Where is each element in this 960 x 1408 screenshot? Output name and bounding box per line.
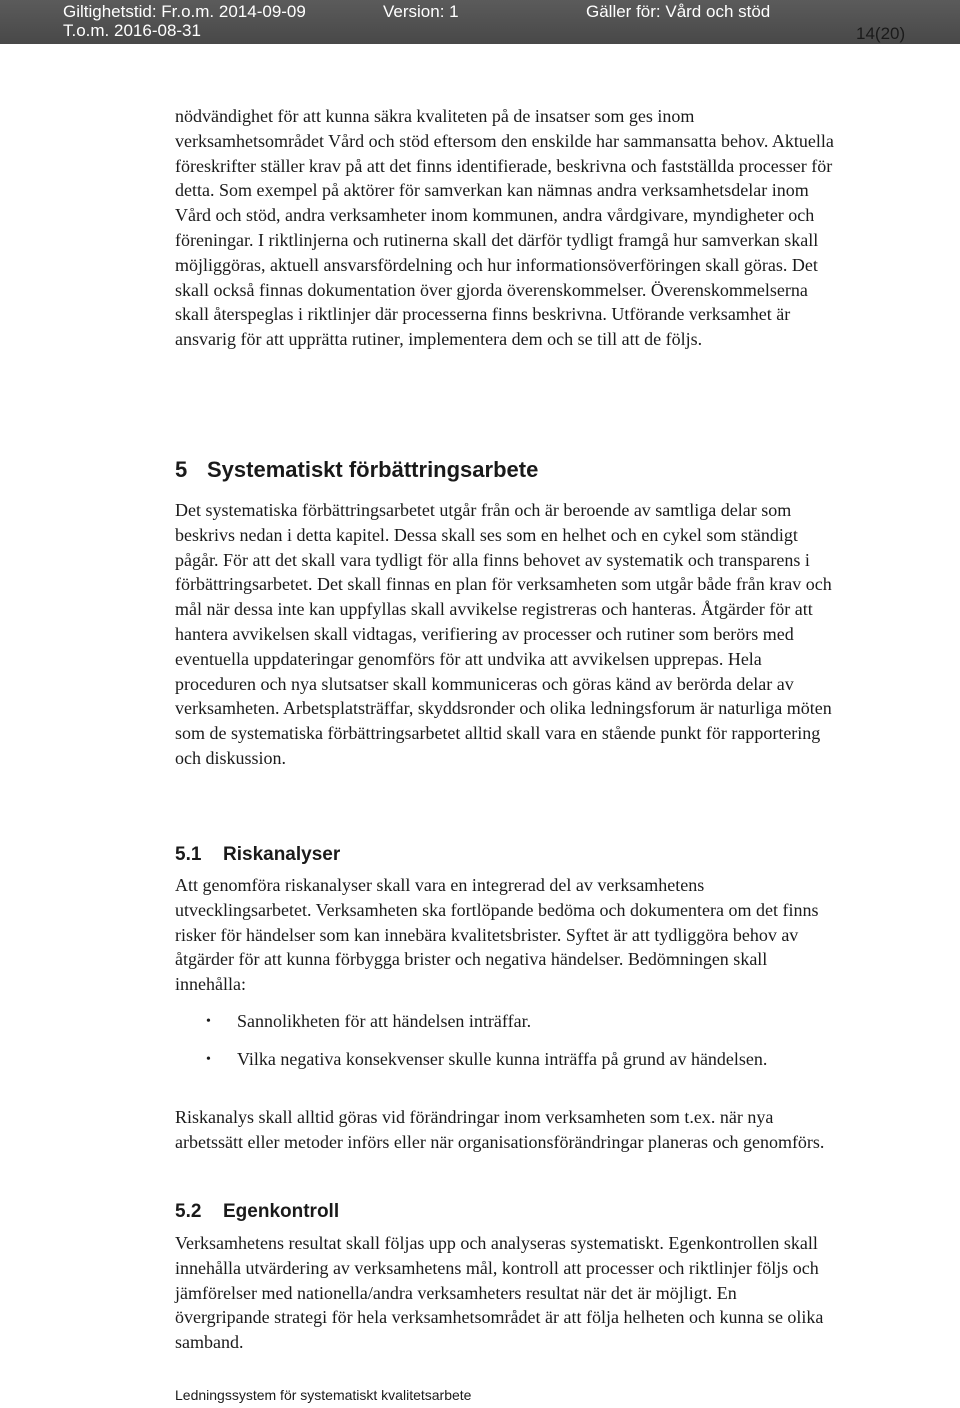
header-valid-from: Giltighetstid: Fr.o.m. 2014-09-09 <box>63 2 306 21</box>
risk-assessment-list <box>175 1009 835 1072</box>
header-applies-to: Gäller för: Vård och stöd <box>586 2 771 21</box>
section-5-1-paragraph-1: Att genomföra riskanalyser skall vara en integrerad del av verksamhetens utvecklingsarbetet. Verksamheten ska fortlöpande bedöma och dokumentera om det finns risker för händelser som kan innebära kvalitetsbrister. Syftet är att tydliggöra behov av åtgärder för att kunna förbygga brister och negativa händelser. Bedömningen skall innehålla: <box>175 875 819 995</box>
list-item-text: Vilka negativa konsekvenser skulle kunna inträffa på grund av händelsen. <box>237 1049 768 1069</box>
section-5-paragraph: Det systematiska förbättringsarbetet utgår från och är beroende av samtliga delar som beskrivs nedan i detta kapitel. Dessa skall ses som en helhet och en cykel som ständigt pågår. För att det skall vara tydligt för alla finns behovet av systematik och transparens i förbättringsarbetet. Det skall finnas en plan för verksamheten som utgår både från krav och mål när dessa inte kan uppfyllas skall avvikelse registreras och hanteras. Åtgärder för att hantera avvikelsen skall vidtagas, verifiering av processer och rutiner som berörs med eventuella uppdateringar genomförs för att undvika att avvikelsen upprepas. Hela proceduren och nya slutsatser skall kommuniceras och göras känd av berörda delar av verksamheten. Arbetsplatsträffar, skyddsronder och olika ledningsforum är naturliga möten som de systematiska förbättringsarbetet alltid skall vara en stående punkt för rapportering och diskussion. <box>175 500 832 768</box>
header-valid-to: T.o.m. 2016-08-31 <box>63 21 201 40</box>
section-5-2-title: Egenkontroll <box>223 1201 340 1222</box>
list-item <box>175 1009 835 1034</box>
section-5-1-heading <box>175 843 340 867</box>
bullet-icon: • <box>206 1052 211 1067</box>
section-5-1-paragraph-2: Riskanalys skall alltid göras vid förändringar inom verksamheten som t.ex. när nya arbetssätt eller metoder införs eller när organisationsförändringar planeras och genomförs. <box>175 1107 825 1152</box>
section-5-2-paragraph: Verksamhetens resultat skall följas upp och analyseras systematiskt. Egenkontrollen skall innehålla utvärdering av verksamhetens mål, kontroll att processer och riktlinjer följs och jämförelser med nationella/andra verksamheters resultat när det är möjligt. En övergripande strategi för hela verksamhetsområdet är att följa helheten och kunna se olika samband. <box>175 1233 824 1353</box>
list-item <box>175 1047 835 1072</box>
section-5-title: Systematiskt förbättringsarbete <box>207 457 539 482</box>
intro-paragraph: nödvändighet för att kunna säkra kvaliteten på de insatser som ges inom verksamhetsområdet Vård och stöd eftersom den enskilde har sammansatta behov. Aktuella föreskrifter ställer krav på att det finns identifierade, beskrivna och fastställda processer för detta. Som exempel på aktörer för samverkan kan nämnas andra verksamhetsdelar inom Vård och stöd, andra verksamheter inom kommunen, andra vårdgivare, myndigheter och föreningar. I riktlinjerna och rutinerna skall det därför tydligt framgå hur samverkan skall möjliggöras, aktuell ansvarsfördelning och hur informationsöverföringen skall göras. Det skall också finnas dokumentation över gjorda överenskommelser. Överenskommelserna skall återspeglas i riktlinjer där processerna finns beskrivna. Utförande verksamhet är ansvarig för att upprätta rutiner, implementera dem och se till att de följs. <box>175 106 834 350</box>
header-version: Version: 1 <box>383 2 459 21</box>
section-5-1-title: Riskanalyser <box>223 844 341 865</box>
section-5-2-number: 5.2 <box>175 1201 202 1222</box>
bullet-icon: • <box>206 1014 211 1029</box>
page-number: 14(20) <box>856 24 906 43</box>
section-5-2-heading <box>175 1200 339 1224</box>
section-5-heading <box>175 456 538 484</box>
list-item-text: Sannolikheten för att händelsen inträffar. <box>237 1011 532 1031</box>
section-5-number: 5 <box>175 457 188 482</box>
footer-text: Ledningssystem för systematiskt kvalitetsarbete <box>175 1387 472 1403</box>
section-5-1-number: 5.1 <box>175 844 202 865</box>
